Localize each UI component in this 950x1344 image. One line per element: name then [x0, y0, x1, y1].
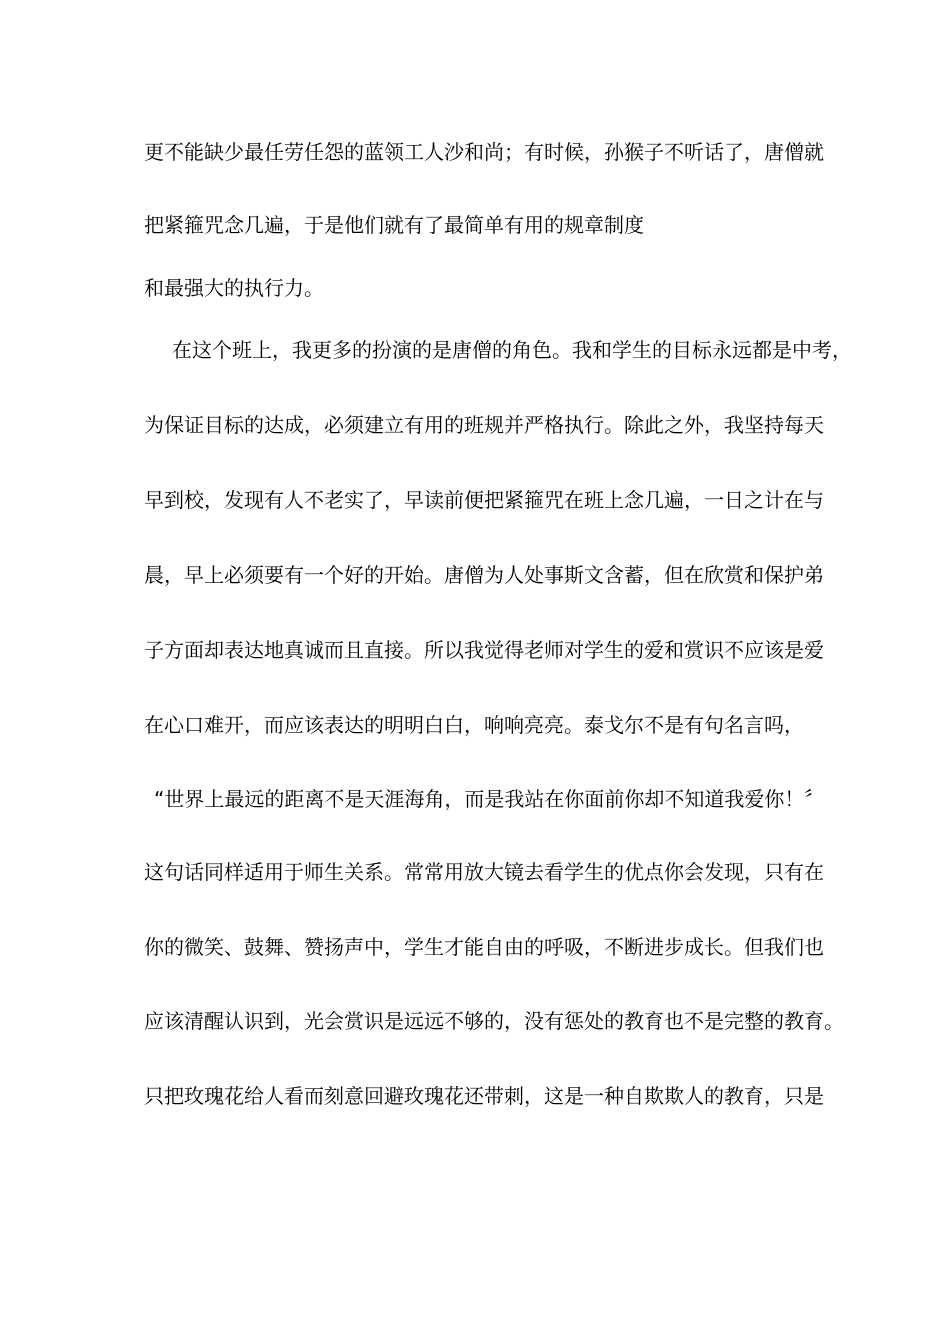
- text-line: 这句话同样适用于师生关系。常常用放大镜去看学生的优点你会发现，只有在: [144, 860, 824, 884]
- quote-line: “世界上最远的距离不是天涯海角，而是我站在你面前你却不知道我爱你！〞: [154, 787, 825, 811]
- text-line: 在心口难开，而应该表达的明明白白，响响亮亮。泰戈尔不是有句名言吗，: [144, 713, 804, 737]
- text-line: 子方面却表达地真诚而且直接。所以我觉得老师对学生的爱和赏识不应该是爱: [144, 638, 824, 662]
- text-line: 为保证目标的达成，必须建立有用的班规并严格执行。除此之外，我坚持每天: [144, 413, 824, 437]
- text-line: 应该清醒认识到，光会赏识是远远不够的，没有惩处的教育也不是完整的教育。: [144, 1009, 844, 1033]
- text-line: 把紧箍咒念几遍，于是他们就有了最简单有用的规章制度: [144, 213, 644, 237]
- text-line: 只把玫瑰花给人看而刻意回避玫瑰花还带刺，这是一种自欺欺人的教育，只是: [144, 1084, 824, 1108]
- text-line: 你的微笑、鼓舞、赞扬声中，学生才能自由的呼吸，不断进步成长。但我们也: [144, 935, 824, 959]
- paragraph-first-line: 在这个班上，我更多的扮演的是唐僧的角色。我和学生的目标永远都是中考，: [172, 338, 852, 362]
- text-line: 晨，早上必须要有一个好的开始。唐僧为人处事斯文含蓄，但在欣赏和保护弟: [144, 563, 824, 587]
- text-line: 早到校，发现有人不老实了，早读前便把紧箍咒在班上念几遍，一日之计在与: [144, 488, 824, 512]
- text-line: 和最强大的执行力。: [144, 276, 324, 300]
- text-line: 更不能缺少最任劳任怨的蓝领工人沙和尚；有时候，孙猴子不听话了，唐僧就: [144, 140, 824, 164]
